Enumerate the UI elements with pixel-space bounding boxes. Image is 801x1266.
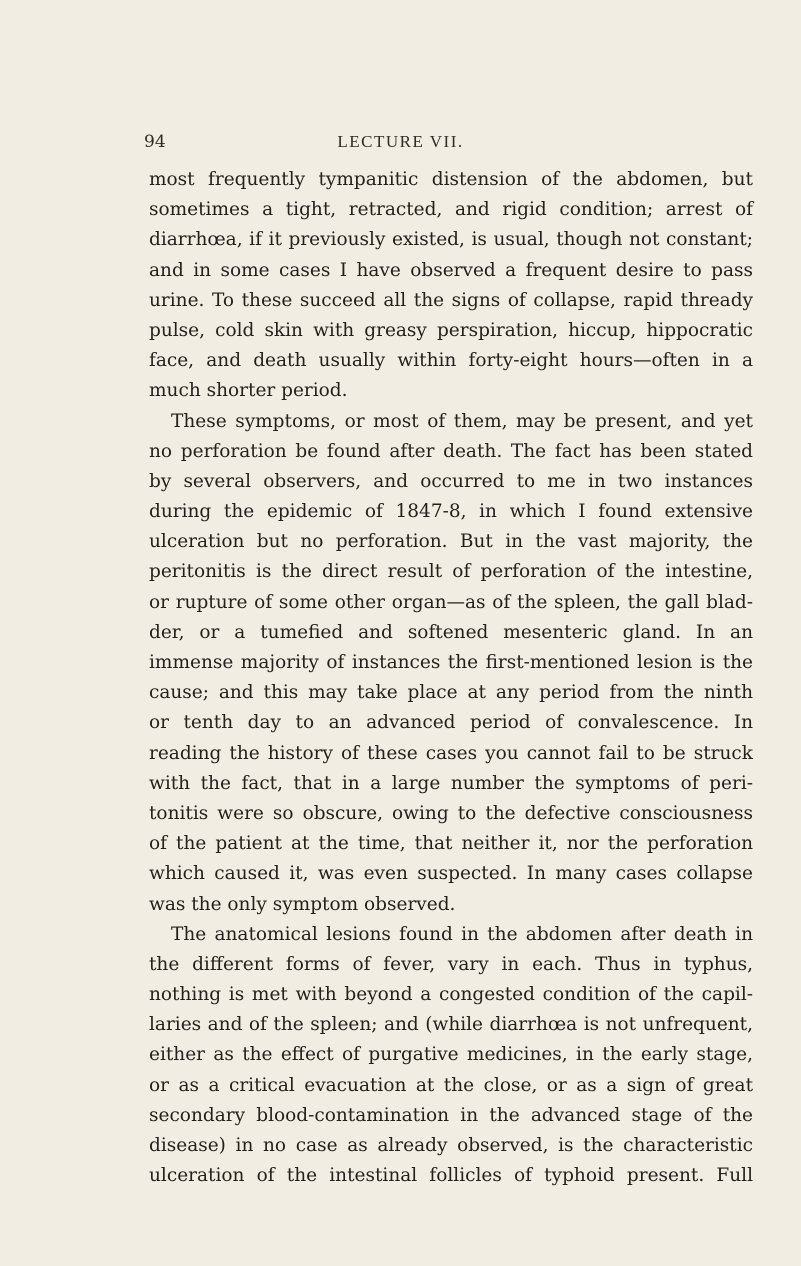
page-number: 94 <box>144 132 166 152</box>
text-line: or tenth day to an advanced period of convalescence. In <box>149 712 753 734</box>
text-line: diarrhœa, if it previously existed, is usual, though not constant; <box>149 229 753 251</box>
text-line: pulse, cold skin with greasy perspiration, hiccup, hippocratic <box>149 319 753 341</box>
running-title: LECTURE VII. <box>337 132 464 151</box>
text-line: The anatomical lesions found in the abdomen after death in <box>171 923 753 945</box>
text-line: ulceration of the intestinal follicles of typhoid present. Full <box>149 1165 753 1187</box>
text-line: ulceration but no perforation. But in the vast majority, the <box>149 531 753 553</box>
body-text <box>149 165 753 1191</box>
text-line: during the epidemic of 1847-8, in which I found extensive <box>149 501 753 523</box>
text-line: urine. To these succeed all the signs of collapse, rapid thready <box>149 289 753 311</box>
text-line: face, and death usually within forty-eight hours—often in a <box>149 350 753 372</box>
text-line: which caused it, was even suspected. In many cases collapse <box>149 863 753 885</box>
text-line: reading the history of these cases you cannot fail to be struck <box>149 742 753 764</box>
text-line: with the fact, that in a large number the symptoms of peri- <box>149 772 753 794</box>
text-line: of the patient at the time, that neither it, nor the perforation <box>149 833 753 855</box>
text-line: peritonitis is the direct result of perforation of the intestine, <box>149 561 753 583</box>
text-line: or rupture of some other organ—as of the spleen, the gall blad- <box>149 591 753 613</box>
text-line: much shorter period. <box>149 380 348 402</box>
text-line: immense majority of instances the first-mentioned lesion is the <box>149 652 753 673</box>
text-line: cause; and this may take place at any period from the ninth <box>149 682 753 704</box>
text-line: sometimes a tight, retracted, and rigid condition; arrest of <box>149 199 753 221</box>
text-line: most frequently tympanitic distension of the abdomen, but <box>149 169 753 190</box>
text-line: or as a critical evacuation at the close, or as a sign of great <box>149 1074 753 1096</box>
text-line: secondary blood-contamination in the advanced stage of the <box>149 1104 753 1126</box>
text-line: tonitis were so obscure, owing to the defective consciousness <box>149 802 753 824</box>
text-line: nothing is met with beyond a congested condition of the capil- <box>149 984 753 1006</box>
text-line: der, or a tumefied and softened mesenteric gland. In an <box>149 621 753 643</box>
text-line: by several observers, and occurred to me in two instances <box>149 470 753 492</box>
text-line: These symptoms, or most of them, may be present, and yet <box>171 410 753 432</box>
text-line: no perforation be found after death. The fact has been stated <box>149 440 753 462</box>
text-line: disease) in no case as already observed, is the characteristic <box>149 1135 753 1156</box>
text-line: the different forms of fever, vary in each. Thus in typhus, <box>149 953 753 975</box>
text-line: either as the effect of purgative medicines, in the early stage, <box>149 1044 753 1066</box>
text-line: laries and of the spleen; and (while diarrhœa is not unfrequent, <box>149 1014 753 1036</box>
text-line: and in some cases I have observed a frequent desire to pass <box>149 259 753 281</box>
text-line: was the only symptom observed. <box>149 893 456 915</box>
